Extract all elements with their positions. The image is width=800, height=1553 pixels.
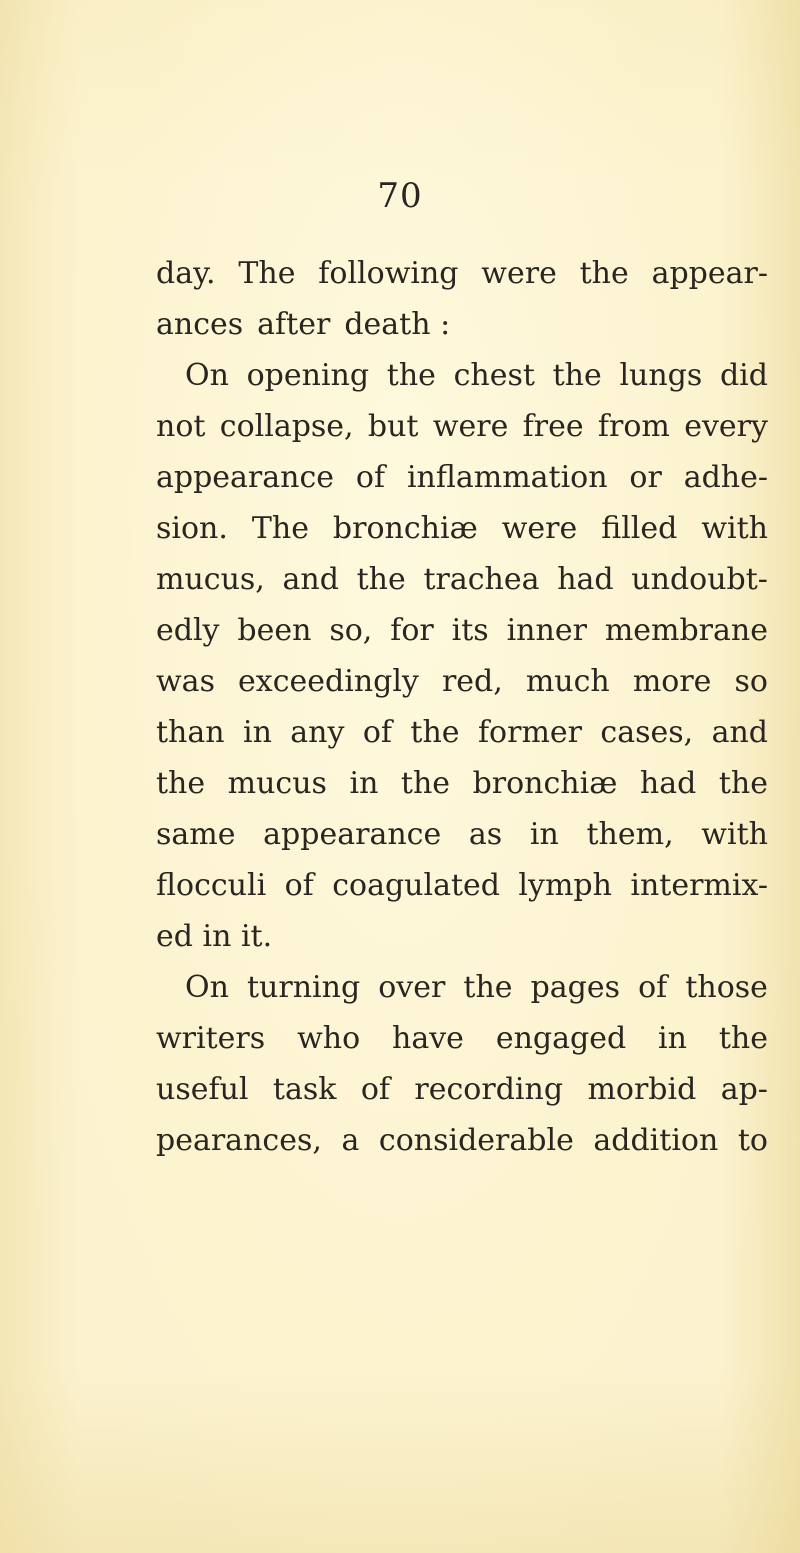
word: so, bbox=[329, 613, 373, 648]
word: On bbox=[185, 970, 229, 1005]
word: useful bbox=[156, 1072, 249, 1107]
word: exceedingly bbox=[238, 664, 419, 699]
word: inner bbox=[506, 613, 587, 648]
word: sion. bbox=[156, 511, 228, 546]
word: considerable bbox=[378, 1123, 574, 1158]
word: the bbox=[552, 358, 602, 393]
word: inflammation bbox=[406, 460, 608, 495]
word: its bbox=[451, 613, 489, 648]
word: day. bbox=[156, 256, 216, 291]
text-line bbox=[156, 860, 768, 911]
word: much bbox=[525, 664, 610, 699]
word: but bbox=[367, 409, 419, 444]
word: pearances, bbox=[156, 1123, 322, 1158]
word: or bbox=[629, 460, 662, 495]
word: death : bbox=[344, 307, 451, 342]
word: in bbox=[242, 715, 272, 750]
word: the bbox=[579, 256, 629, 291]
word: were bbox=[501, 511, 578, 546]
word: the bbox=[463, 970, 513, 1005]
text-line bbox=[156, 1013, 768, 1064]
word: of bbox=[284, 868, 314, 903]
word: who bbox=[297, 1021, 361, 1056]
text-line bbox=[156, 707, 768, 758]
word: red, bbox=[441, 664, 503, 699]
word: did bbox=[719, 358, 768, 393]
word: free bbox=[522, 409, 584, 444]
word: the bbox=[400, 766, 451, 801]
word: those bbox=[685, 970, 768, 1005]
word: coagulated bbox=[332, 868, 500, 903]
word: have bbox=[392, 1021, 464, 1056]
word: filled bbox=[601, 511, 678, 546]
word: with bbox=[701, 511, 768, 546]
word: flocculi bbox=[156, 868, 267, 903]
text-line bbox=[156, 605, 768, 656]
word: lungs bbox=[619, 358, 703, 393]
text-line bbox=[156, 554, 768, 605]
text-line bbox=[156, 248, 768, 299]
text-line bbox=[156, 401, 768, 452]
word: chest bbox=[453, 358, 535, 393]
word: for bbox=[390, 613, 434, 648]
word: in bbox=[529, 817, 559, 852]
word: The bbox=[251, 511, 309, 546]
word: of bbox=[360, 1072, 390, 1107]
word: turning bbox=[246, 970, 361, 1005]
word: opening bbox=[246, 358, 370, 393]
text-line bbox=[156, 911, 768, 962]
word: On bbox=[185, 358, 229, 393]
word: of bbox=[638, 970, 668, 1005]
word: lymph bbox=[518, 868, 612, 903]
word: mucus, bbox=[156, 562, 265, 597]
word: after bbox=[257, 307, 331, 342]
word: ed in it. bbox=[156, 919, 273, 954]
word: of bbox=[362, 715, 393, 750]
word: appear- bbox=[651, 256, 768, 291]
word: edly bbox=[156, 613, 220, 648]
word: than bbox=[156, 715, 225, 750]
word: The bbox=[238, 256, 296, 291]
word: undoubt- bbox=[631, 562, 768, 597]
word: so bbox=[734, 664, 768, 699]
word: not bbox=[156, 409, 206, 444]
word: been bbox=[237, 613, 312, 648]
word: ap- bbox=[720, 1072, 768, 1107]
text-line bbox=[156, 656, 768, 707]
word: the bbox=[410, 715, 460, 750]
word: collapse, bbox=[219, 409, 354, 444]
word: ances bbox=[156, 307, 244, 342]
word: morbid bbox=[587, 1072, 697, 1107]
word: had bbox=[557, 562, 614, 597]
word: addition bbox=[593, 1123, 719, 1158]
word: were bbox=[481, 256, 557, 291]
word: every bbox=[684, 409, 768, 444]
text-line bbox=[156, 1064, 768, 1115]
word: task bbox=[272, 1072, 337, 1107]
word: following bbox=[318, 256, 459, 291]
word: appearance bbox=[263, 817, 442, 852]
word: and bbox=[282, 562, 339, 597]
text-line bbox=[156, 299, 768, 350]
word: membrane bbox=[604, 613, 768, 648]
word: with bbox=[701, 817, 768, 852]
page-number: 70 bbox=[377, 176, 423, 216]
text-line bbox=[156, 1115, 768, 1166]
text-line bbox=[156, 809, 768, 860]
text-line bbox=[156, 503, 768, 554]
text-line bbox=[156, 758, 768, 809]
word: pages bbox=[530, 970, 621, 1005]
word: the bbox=[386, 358, 436, 393]
word: the bbox=[356, 562, 406, 597]
word: to bbox=[737, 1123, 768, 1158]
word: of bbox=[355, 460, 386, 495]
word: in bbox=[658, 1021, 687, 1056]
text-line bbox=[156, 350, 768, 401]
word: writers bbox=[156, 1021, 266, 1056]
word: from bbox=[597, 409, 670, 444]
word: intermix- bbox=[630, 868, 768, 903]
word: bronchiæ bbox=[332, 511, 478, 546]
word: had bbox=[639, 766, 697, 801]
word: over bbox=[378, 970, 446, 1005]
word: trachea bbox=[423, 562, 540, 597]
word: engaged bbox=[495, 1021, 627, 1056]
word: recording bbox=[414, 1072, 564, 1107]
word: bronchiæ bbox=[472, 766, 618, 801]
word: the bbox=[718, 766, 768, 801]
word: the bbox=[156, 766, 206, 801]
word: the bbox=[718, 1021, 768, 1056]
word: were bbox=[432, 409, 509, 444]
word: adhe- bbox=[683, 460, 768, 495]
body-text bbox=[156, 248, 768, 1166]
word: cases, bbox=[600, 715, 694, 750]
word: former bbox=[477, 715, 582, 750]
word: more bbox=[632, 664, 712, 699]
word: them, bbox=[586, 817, 674, 852]
text-line bbox=[156, 452, 768, 503]
word: same bbox=[156, 817, 236, 852]
word: mucus bbox=[227, 766, 327, 801]
word: a bbox=[341, 1123, 360, 1158]
word: as bbox=[468, 817, 503, 852]
word: appearance bbox=[156, 460, 335, 495]
text-line bbox=[156, 962, 768, 1013]
word: in bbox=[349, 766, 379, 801]
word: and bbox=[711, 715, 768, 750]
word: any bbox=[290, 715, 345, 750]
word: was bbox=[156, 664, 215, 699]
